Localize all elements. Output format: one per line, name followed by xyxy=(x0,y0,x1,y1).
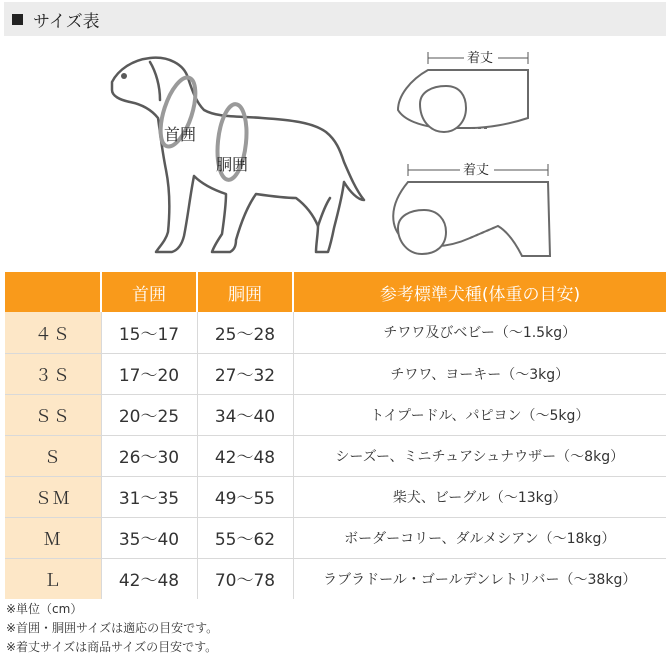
size-table xyxy=(5,272,666,599)
breed-cell: 柴犬、ビーグル（〜13kg） xyxy=(293,476,666,517)
chest-cell: 70〜78 xyxy=(197,558,293,599)
header-size xyxy=(5,272,101,312)
size-cell: ３Ｓ xyxy=(5,353,101,394)
chest-cell: 42〜48 xyxy=(197,435,293,476)
chest-cell: 34〜40 xyxy=(197,394,293,435)
section-title: サイズ表 xyxy=(33,11,100,32)
size-cell: ＳＭ xyxy=(5,476,101,517)
notes xyxy=(6,600,218,657)
neck-cell: 20〜25 xyxy=(101,394,197,435)
table-row xyxy=(5,435,666,476)
header-neck: 首囲 xyxy=(101,272,197,312)
neck-cell: 35〜40 xyxy=(101,517,197,558)
table-row xyxy=(5,476,666,517)
size-cell: Ｍ xyxy=(5,517,101,558)
header-breed: 参考標準犬種(体重の目安) xyxy=(293,272,666,312)
breed-cell: ボーダーコリー、ダルメシアン（〜18kg） xyxy=(293,517,666,558)
neck-cell: 42〜48 xyxy=(101,558,197,599)
note-fit: ※首囲・胴囲サイズは適応の目安です。 xyxy=(6,621,219,635)
breed-cell: チワワ及びベビー（〜1.5kg） xyxy=(293,312,666,353)
header-chest: 胴囲 xyxy=(197,272,293,312)
table-row xyxy=(5,517,666,558)
length-label-bottom: 着丈 xyxy=(463,163,490,178)
chest-label: 胴囲 xyxy=(216,155,249,174)
neck-label: 首囲 xyxy=(164,125,197,144)
table-row xyxy=(5,558,666,599)
bullet-square-icon xyxy=(12,14,23,25)
table-header-row xyxy=(5,272,666,312)
chest-cell: 25〜28 xyxy=(197,312,293,353)
table-row xyxy=(5,394,666,435)
note-unit: ※単位（cm） xyxy=(6,602,83,616)
neck-cell: 26〜30 xyxy=(101,435,197,476)
chest-cell: 55〜62 xyxy=(197,517,293,558)
garment-bottom-icon xyxy=(393,182,550,256)
measurement-illustration xyxy=(0,40,670,268)
size-cell: ＳＳ xyxy=(5,394,101,435)
garment-top-icon xyxy=(398,70,528,132)
table-row xyxy=(5,353,666,394)
length-label-top: 着丈 xyxy=(467,51,494,66)
breed-cell: シーズー、ミニチュアシュナウザー（〜8kg） xyxy=(293,435,666,476)
size-cell: Ｌ xyxy=(5,558,101,599)
breed-cell: トイプードル、パピヨン（〜5kg） xyxy=(293,394,666,435)
section-header xyxy=(4,2,666,36)
chest-cell: 49〜55 xyxy=(197,476,293,517)
size-cell: Ｓ xyxy=(5,435,101,476)
neck-cell: 17〜20 xyxy=(101,353,197,394)
breed-cell: ラブラドール・ゴールデンレトリバー（〜38kg） xyxy=(323,571,637,588)
size-cell: ４Ｓ xyxy=(5,312,101,353)
breed-cell: チワワ、ヨーキー（〜3kg） xyxy=(293,353,666,394)
chest-cell: 27〜32 xyxy=(197,353,293,394)
note-length: ※着丈サイズは商品サイズの目安です。 xyxy=(6,640,218,654)
neck-cell: 15〜17 xyxy=(101,312,197,353)
neck-cell: 31〜35 xyxy=(101,476,197,517)
table-row xyxy=(5,312,666,353)
